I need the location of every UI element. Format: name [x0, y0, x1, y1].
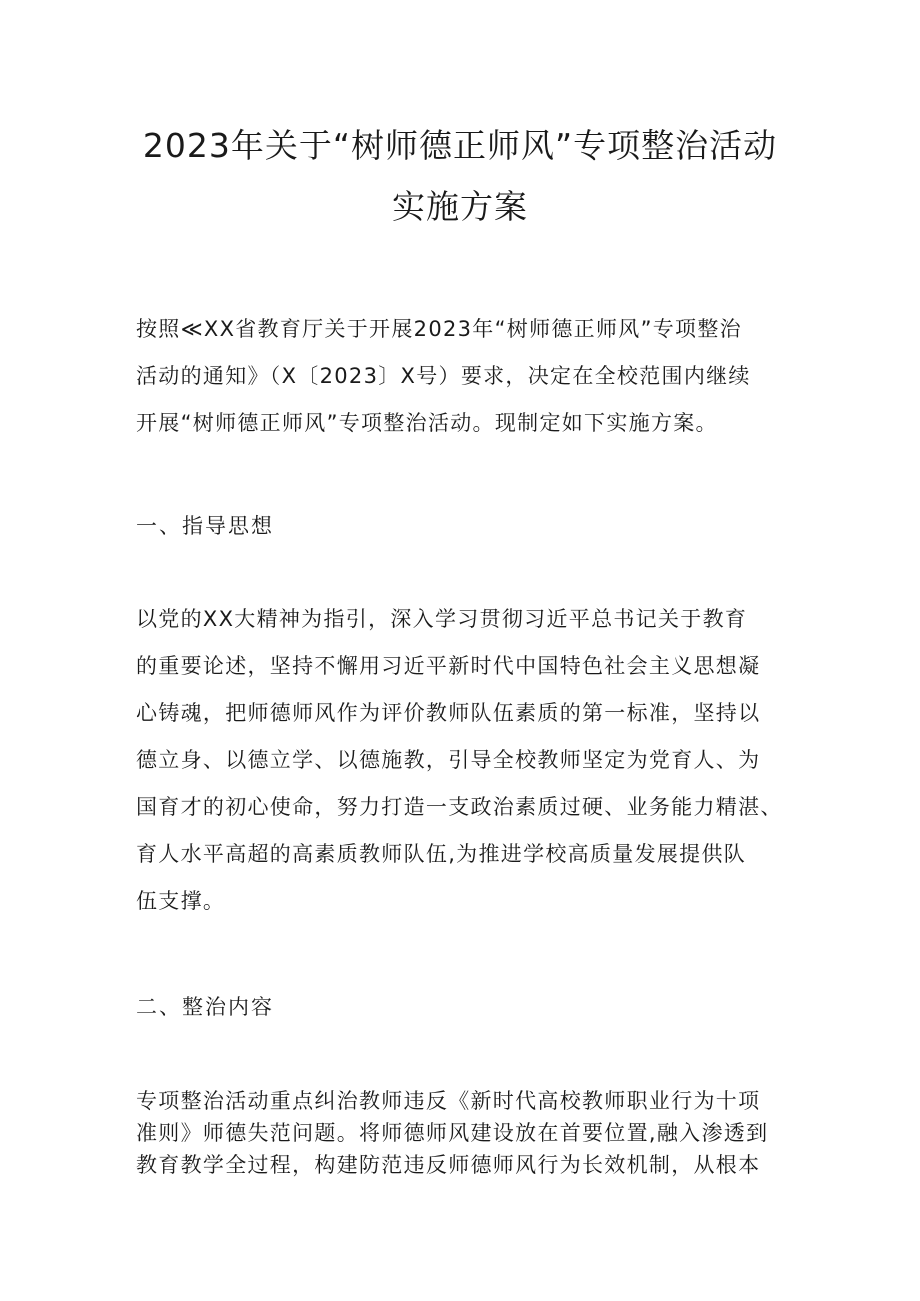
guiding-thought-paragraph [136, 596, 796, 925]
rectification-content-paragraph [136, 1085, 796, 1181]
section-heading-guiding-thought: 一、指导思想 [136, 514, 274, 538]
paragraph-line: 的重要论述，坚持不懈用习近平新时代中国特色社会主义思想凝 [136, 654, 761, 678]
document-title-line-2: 实施方案 [392, 187, 528, 226]
paragraph-line: 专项整治活动重点纠治教师违反《新时代高校教师职业行为十项 [136, 1089, 761, 1113]
paragraph-line: 以党的XX大精神为指引，深入学习贯彻习近平总书记关于教育 [136, 607, 748, 631]
paragraph-line: 伍支撑。 [136, 889, 226, 913]
intro-paragraph [136, 306, 796, 447]
paragraph-line: 教育教学全过程，构建防范违反师德师风行为长效机制，从根本 [136, 1153, 761, 1177]
intro-line: 开展“树师德正师风”专项整治活动。现制定如下实施方案。 [136, 411, 718, 435]
paragraph-line: 准则》师德失范问题。将师德师风建设放在首要位置,融入渗透到 [136, 1121, 769, 1145]
intro-line: 按照≪XX省教育厅关于开展2023年“树师德正师风”专项整治 [136, 317, 742, 341]
document-title-line-1: 2023年关于“树师德正师风”专项整治活动 [142, 126, 778, 165]
paragraph-line: 育人水平高超的高素质教师队伍,为推进学校高质量发展提供队 [136, 842, 747, 866]
paragraph-line: 德立身、以德立学、以德施教，引导全校教师坚定为党育人、为 [136, 748, 761, 772]
intro-line: 活动的通知》（X〔2023〕X号）要求，决定在全校范围内继续 [136, 364, 751, 388]
section-heading-rectification-content: 二、整治内容 [136, 995, 274, 1019]
paragraph-line: 国育才的初心使命，努力打造一支政治素质过硬、业务能力精湛、 [136, 795, 783, 819]
paragraph-line: 心铸魂，把师德师风作为评价教师队伍素质的第一标准，坚持以 [136, 701, 761, 725]
